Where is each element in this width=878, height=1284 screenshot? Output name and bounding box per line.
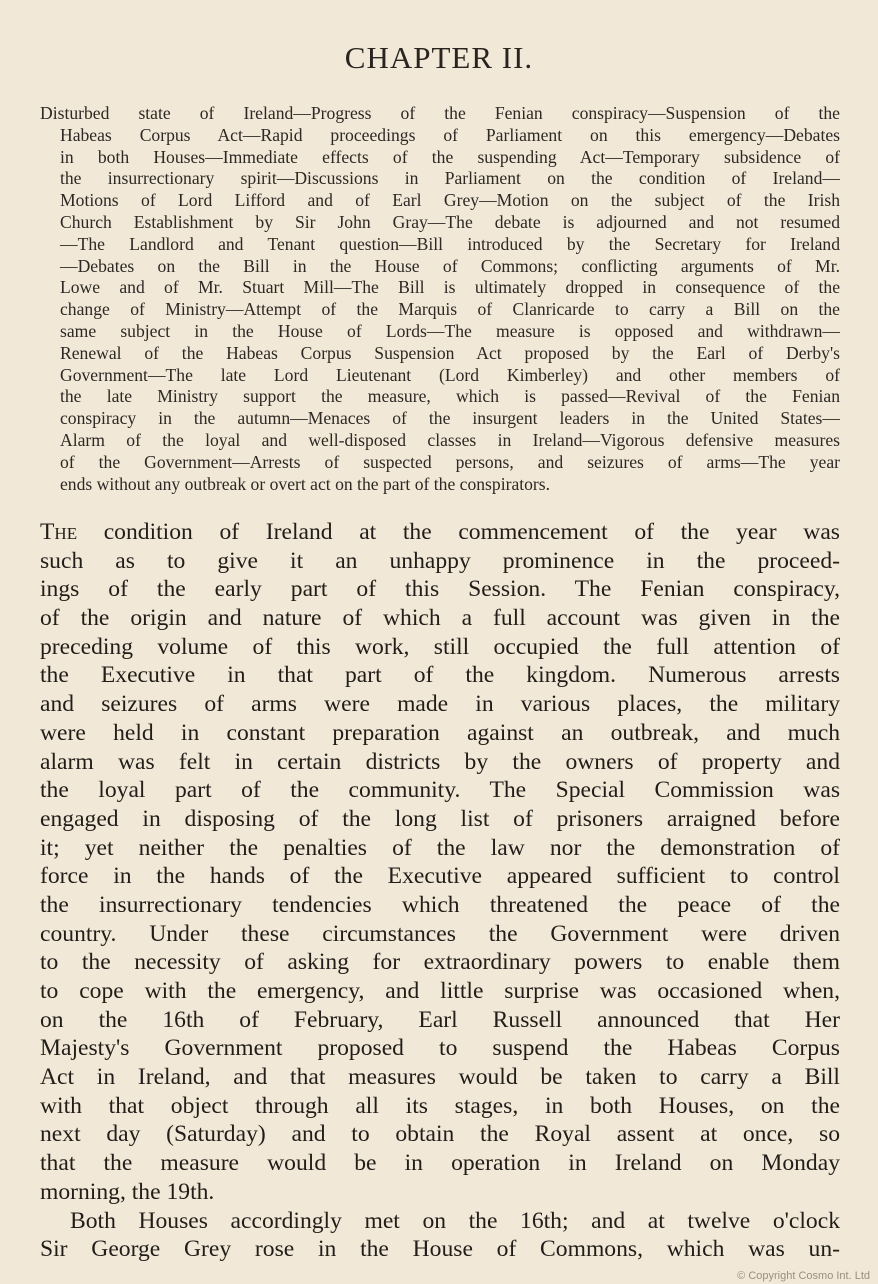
summary-line: the late Ministry support the measure, which is passed—Revival of the Fenian — [60, 386, 840, 407]
body-line: and seizures of arms were made in various places, the military — [40, 691, 840, 718]
summary-line: Habeas Corpus Act—Rapid proceedings of Parliament on this emergency—Debates — [60, 124, 840, 145]
body-line: that the measure would be in operation in Ireland on Monday — [40, 1150, 840, 1177]
chapter-body — [40, 518, 840, 1264]
body-line: the Executive in that part of the kingdom. Numerous arrests — [40, 662, 840, 689]
body-line: Act in Ireland, and that measures would be taken to carry a Bill — [40, 1064, 840, 1091]
first-line-text: condition of Ireland at the commencement of the year was — [77, 519, 840, 545]
body-line: engaged in disposing of the long list of prisoners arraigned before — [40, 805, 840, 832]
body-line: to the necessity of asking for extraordinary powers to enable them — [40, 949, 840, 976]
body-line: preceding volume of this work, still occupied the full attention of — [40, 633, 840, 660]
summary-line: ends without any outbreak or overt act on the part of the conspirators. — [60, 473, 551, 494]
paragraph-first-line — [40, 518, 840, 547]
summary-line: Lowe and of Mr. Stuart Mill—The Bill is ultimately dropped in consequence of the — [60, 277, 840, 298]
body-line: Sir George Grey rose in the House of Commons, which was un- — [40, 1236, 840, 1263]
summary-line: in both Houses—Immediate effects of the suspending Act—Temporary subsidence of — [60, 146, 840, 167]
summary-line: conspiracy in the autumn—Menaces of the insurgent leaders in the United States— — [60, 408, 840, 429]
copyright-watermark: © Copyright Cosmo Int. Ltd — [737, 1270, 870, 1282]
summary-line: Motions of Lord Lifford and of Earl Grey—Motion on the subject of the Irish — [60, 190, 840, 211]
summary-line: —Debates on the Bill in the House of Commons; conflicting arguments of Mr. — [60, 255, 840, 276]
body-line: of the origin and nature of which a full account was given in the — [40, 605, 840, 632]
body-line: morning, the 19th. — [40, 1178, 215, 1205]
body-line: with that object through all its stages, in both Houses, on the — [40, 1092, 840, 1119]
body-line: the insurrectionary tendencies which threatened the peace of the — [40, 891, 840, 918]
summary-line: same subject in the House of Lords—The measure is opposed and withdrawn— — [60, 320, 840, 341]
chapter-title: CHAPTER II. — [344, 40, 534, 75]
body-line: were held in constant preparation against an outbreak, and much — [40, 719, 840, 746]
body-line: such as to give it an unhappy prominence in the proceed- — [40, 547, 840, 574]
summary-line: change of Ministry—Attempt of the Marquis of Clanricarde to carry a Bill on the — [60, 299, 840, 320]
summary-line: Church Establishment by Sir John Gray—The debate is adjourned and not resumed — [60, 211, 840, 232]
summary-line: Disturbed state of Ireland—Progress of the Fenian conspiracy—Suspension of the — [40, 103, 840, 123]
summary-line: Government—The late Lord Lieutenant (Lord Kimberley) and other members of — [60, 364, 840, 385]
body-line: the loyal part of the community. The Special Commission was — [40, 777, 840, 804]
body-line: Both Houses accordingly met on the 16th; and at twelve o'clock — [70, 1207, 840, 1234]
drop-word: The — [40, 519, 78, 545]
body-line: it; yet neither the penalties of the law nor the demonstration of — [40, 834, 840, 861]
body-line: ings of the early part of this Session. The Fenian conspiracy, — [40, 576, 840, 603]
body-line: Majesty's Government proposed to suspend the Habeas Corpus — [40, 1035, 840, 1062]
body-line: to cope with the emergency, and little surprise was occasioned when, — [40, 978, 840, 1004]
summary-line: Renewal of the Habeas Corpus Suspension Act proposed by the Earl of Derby's — [60, 342, 840, 363]
body-line: force in the hands of the Executive appeared sufficient to control — [40, 863, 840, 890]
body-line: next day (Saturday) and to obtain the Royal assent at once, so — [40, 1121, 840, 1148]
summary-line: the insurrectionary spirit—Discussions in Parliament on the condition of Ireland— — [60, 168, 840, 189]
summary-line: of the Government—Arrests of suspected persons, and seizures of arms—The year — [60, 451, 840, 472]
chapter-summary — [38, 103, 840, 495]
body-line: alarm was felt in certain districts by the owners of property and — [40, 748, 840, 775]
body-line: on the 16th of February, Earl Russell announced that Her — [40, 1006, 840, 1033]
summary-line: —The Landlord and Tenant question—Bill introduced by the Secretary for Ireland — [60, 233, 840, 254]
body-line: country. Under these circumstances the Government were driven — [40, 920, 840, 947]
summary-line: Alarm of the loyal and well-disposed classes in Ireland—Vigorous defensive measures — [60, 429, 840, 450]
